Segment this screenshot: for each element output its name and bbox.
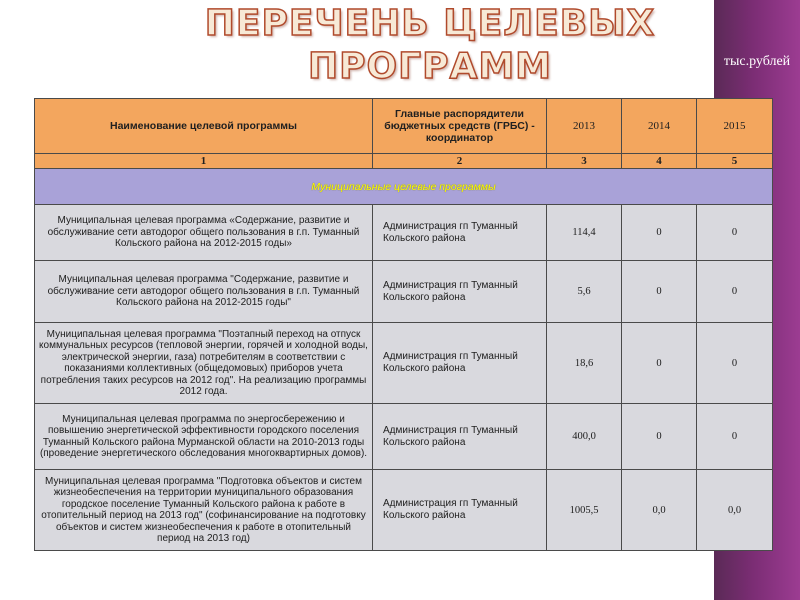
programs-table	[34, 98, 773, 551]
table-row	[35, 470, 773, 551]
section-row	[35, 169, 773, 205]
header-2014: 2014	[622, 99, 697, 154]
column-number-row	[35, 154, 773, 169]
header-name: Наименование целевой программы	[35, 99, 373, 154]
value-2013: 5,6	[547, 261, 622, 323]
column-number: 5	[697, 154, 773, 169]
table-row	[35, 404, 773, 470]
column-number: 3	[547, 154, 622, 169]
program-name: Муниципальная целевая программа "Содержание, развитие и обслуживание сети автодорог общего пользования в г.п. Туманный Кольского района на 2012-2015 годы"	[35, 261, 373, 323]
program-name: Муниципальная целевая программа по энергосбережению и повышению энергетической эффективности городского поселения Туманный Кольского района Мурманской области на 2010-2013 годы (проведение энергетического обследования многоквартирных домов).	[35, 404, 373, 470]
header-2013: 2013	[547, 99, 622, 154]
table-row	[35, 261, 773, 323]
column-number: 2	[373, 154, 547, 169]
value-2015: 0,0	[697, 470, 773, 551]
program-grbs: Администрация гп Туманный Кольского района	[373, 205, 547, 261]
header-2015: 2015	[697, 99, 773, 154]
value-2014: 0,0	[622, 470, 697, 551]
program-grbs: Администрация гп Туманный Кольского района	[373, 470, 547, 551]
header-row	[35, 99, 773, 154]
column-number: 4	[622, 154, 697, 169]
program-name: Муниципальная целевая программа «Содержание, развитие и обслуживание сети автодорог общего пользования в г.п. Туманный Кольского района на 2012-2015 годы»	[35, 205, 373, 261]
value-2015: 0	[697, 261, 773, 323]
value-2015: 0	[697, 323, 773, 404]
value-2014: 0	[622, 261, 697, 323]
program-grbs: Администрация гп Туманный Кольского района	[373, 323, 547, 404]
value-2015: 0	[697, 205, 773, 261]
value-2013: 1005,5	[547, 470, 622, 551]
section-title: Муниципальные целевые программы	[35, 169, 773, 205]
program-name: Муниципальная целевая программа "Подготовка объектов и систем жизнеобеспечения на территории муниципального образования городское поселение Туманный Кольского района к работе в отопительный период на 2013 год" (софинансирование на подготовку объектов и систем жизнеобеспечения к работе в отопительный период на 2013 год)	[35, 470, 373, 551]
value-2014: 0	[622, 404, 697, 470]
value-2014: 0	[622, 323, 697, 404]
column-number: 1	[35, 154, 373, 169]
value-2015: 0	[697, 404, 773, 470]
value-2013: 18,6	[547, 323, 622, 404]
value-2013: 400,0	[547, 404, 622, 470]
program-grbs: Администрация гп Туманный Кольского района	[373, 261, 547, 323]
program-grbs: Администрация гп Туманный Кольского района	[373, 404, 547, 470]
value-2014: 0	[622, 205, 697, 261]
value-2013: 114,4	[547, 205, 622, 261]
title-line-2: ПРОГРАММ	[308, 46, 552, 87]
page-title	[150, 2, 710, 88]
table-row	[35, 205, 773, 261]
title-line-1: ПЕРЕЧЕНЬ ЦЕЛЕВЫХ	[204, 3, 656, 44]
program-name: Муниципальная целевая программа "Поэтапный переход на отпуск коммунальных ресурсов (тепловой энергии, горячей и холодной воды, электрической энергии, газа) потребителям в соответствии с показаниями коллективных (общедомовых) приборов учета потребления таких ресурсов на 2012 год". На реализацию программы 2012 года.	[35, 323, 373, 404]
table-row	[35, 323, 773, 404]
header-grbs: Главные распорядители бюджетных средств (ГРБС) - координатор	[373, 99, 547, 154]
units-label: тыс.рублей	[723, 54, 791, 69]
